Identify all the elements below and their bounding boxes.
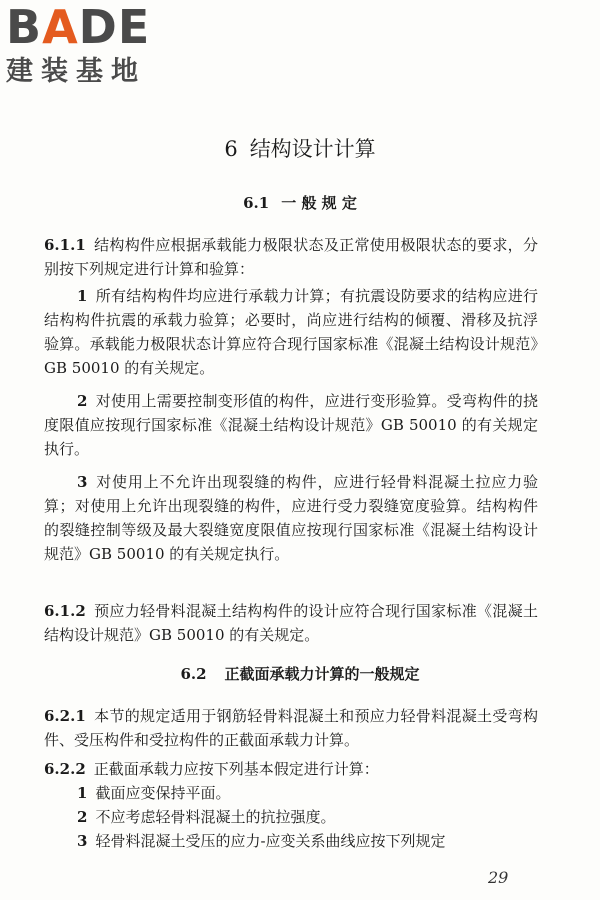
clause-number: 6.1.1 — [44, 236, 86, 254]
item-text: 所有结构构件均应进行承载力计算；有抗震设防要求的结构应进行结构构件抗震的承载力验算；必要时，尚应进行结构的倾覆、滑移及抗浮验算。承载能力极限状态计算应符合现行国家标准《混凝土结构设计规范》GB 50010 的有关规定。 — [44, 287, 538, 377]
item-6-1-1-2 — [44, 389, 538, 461]
section-heading-6-2 — [0, 663, 600, 684]
clause-6-1-2 — [44, 599, 538, 647]
clause-number: 6.1.2 — [44, 602, 86, 620]
clause-6-1-1 — [44, 233, 538, 281]
item-6-2-2-2 — [44, 805, 538, 829]
item-number: 2 — [77, 392, 88, 410]
logo-subtitle: 建装基地 — [6, 56, 146, 87]
section-heading-6-1 — [0, 192, 600, 213]
section-number: 6.2 — [180, 665, 207, 683]
section-title: 一 般 规 定 — [281, 194, 357, 212]
chapter-number: 6 — [224, 137, 238, 161]
item-number: 1 — [77, 287, 88, 305]
clause-6-2-2 — [44, 757, 538, 781]
item-number: 3 — [77, 832, 88, 850]
item-6-1-1-3 — [44, 470, 538, 566]
clause-text: 预应力轻骨料混凝土结构构件的设计应符合现行国家标准《混凝土结构设计规范》GB 50010 的有关规定。 — [44, 602, 538, 644]
brand-logo — [6, 0, 176, 90]
clause-text: 结构构件应根据承载能力极限状态及正常使用极限状态的要求，分别按下列规定进行计算和验算： — [44, 236, 538, 278]
item-6-1-1-1 — [44, 284, 538, 380]
page-number: 29 — [488, 868, 509, 887]
chapter-title: 结构设计计算 — [249, 137, 376, 161]
item-text: 不应考虑轻骨料混凝土的抗拉强度。 — [95, 808, 336, 826]
item-text: 对使用上不允许出现裂缝的构件，应进行轻骨料混凝土拉应力验算；对使用上允许出现裂缝的构件，应进行受力裂缝宽度验算。结构构件的裂缝控制等级及最大裂缝宽度限值应按现行国家标准《混凝土结构设计规范》GB 50010 的有关规定执行。 — [44, 473, 538, 563]
logo-wordmark: BADE — [6, 0, 151, 54]
clause-text: 正截面承载力应按下列基本假定进行计算： — [93, 760, 379, 778]
item-text: 对使用上需要控制变形值的构件，应进行变形验算。受弯构件的挠度限值应按现行国家标准《混凝土结构设计规范》GB 50010 的有关规定执行。 — [44, 392, 538, 458]
item-text: 轻骨料混凝土受压的应力-应变关系曲线应按下列规定 — [95, 832, 446, 850]
item-number: 2 — [77, 808, 88, 826]
chapter-heading — [0, 133, 600, 163]
item-6-2-2-1 — [44, 781, 538, 805]
item-text: 截面应变保持平面。 — [95, 784, 231, 802]
clause-text: 本节的规定适用于钢筋轻骨料混凝土和预应力轻骨料混凝土受弯构件、受压构件和受拉构件的正截面承载力计算。 — [44, 707, 538, 749]
item-6-2-2-3 — [44, 829, 538, 853]
clause-number: 6.2.1 — [44, 707, 86, 725]
section-number: 6.1 — [243, 194, 270, 212]
clause-number: 6.2.2 — [44, 760, 86, 778]
item-number: 1 — [77, 784, 88, 802]
item-number: 3 — [77, 473, 88, 491]
section-title: 正截面承载力计算的一般规定 — [224, 665, 420, 683]
clause-6-2-1 — [44, 704, 538, 752]
